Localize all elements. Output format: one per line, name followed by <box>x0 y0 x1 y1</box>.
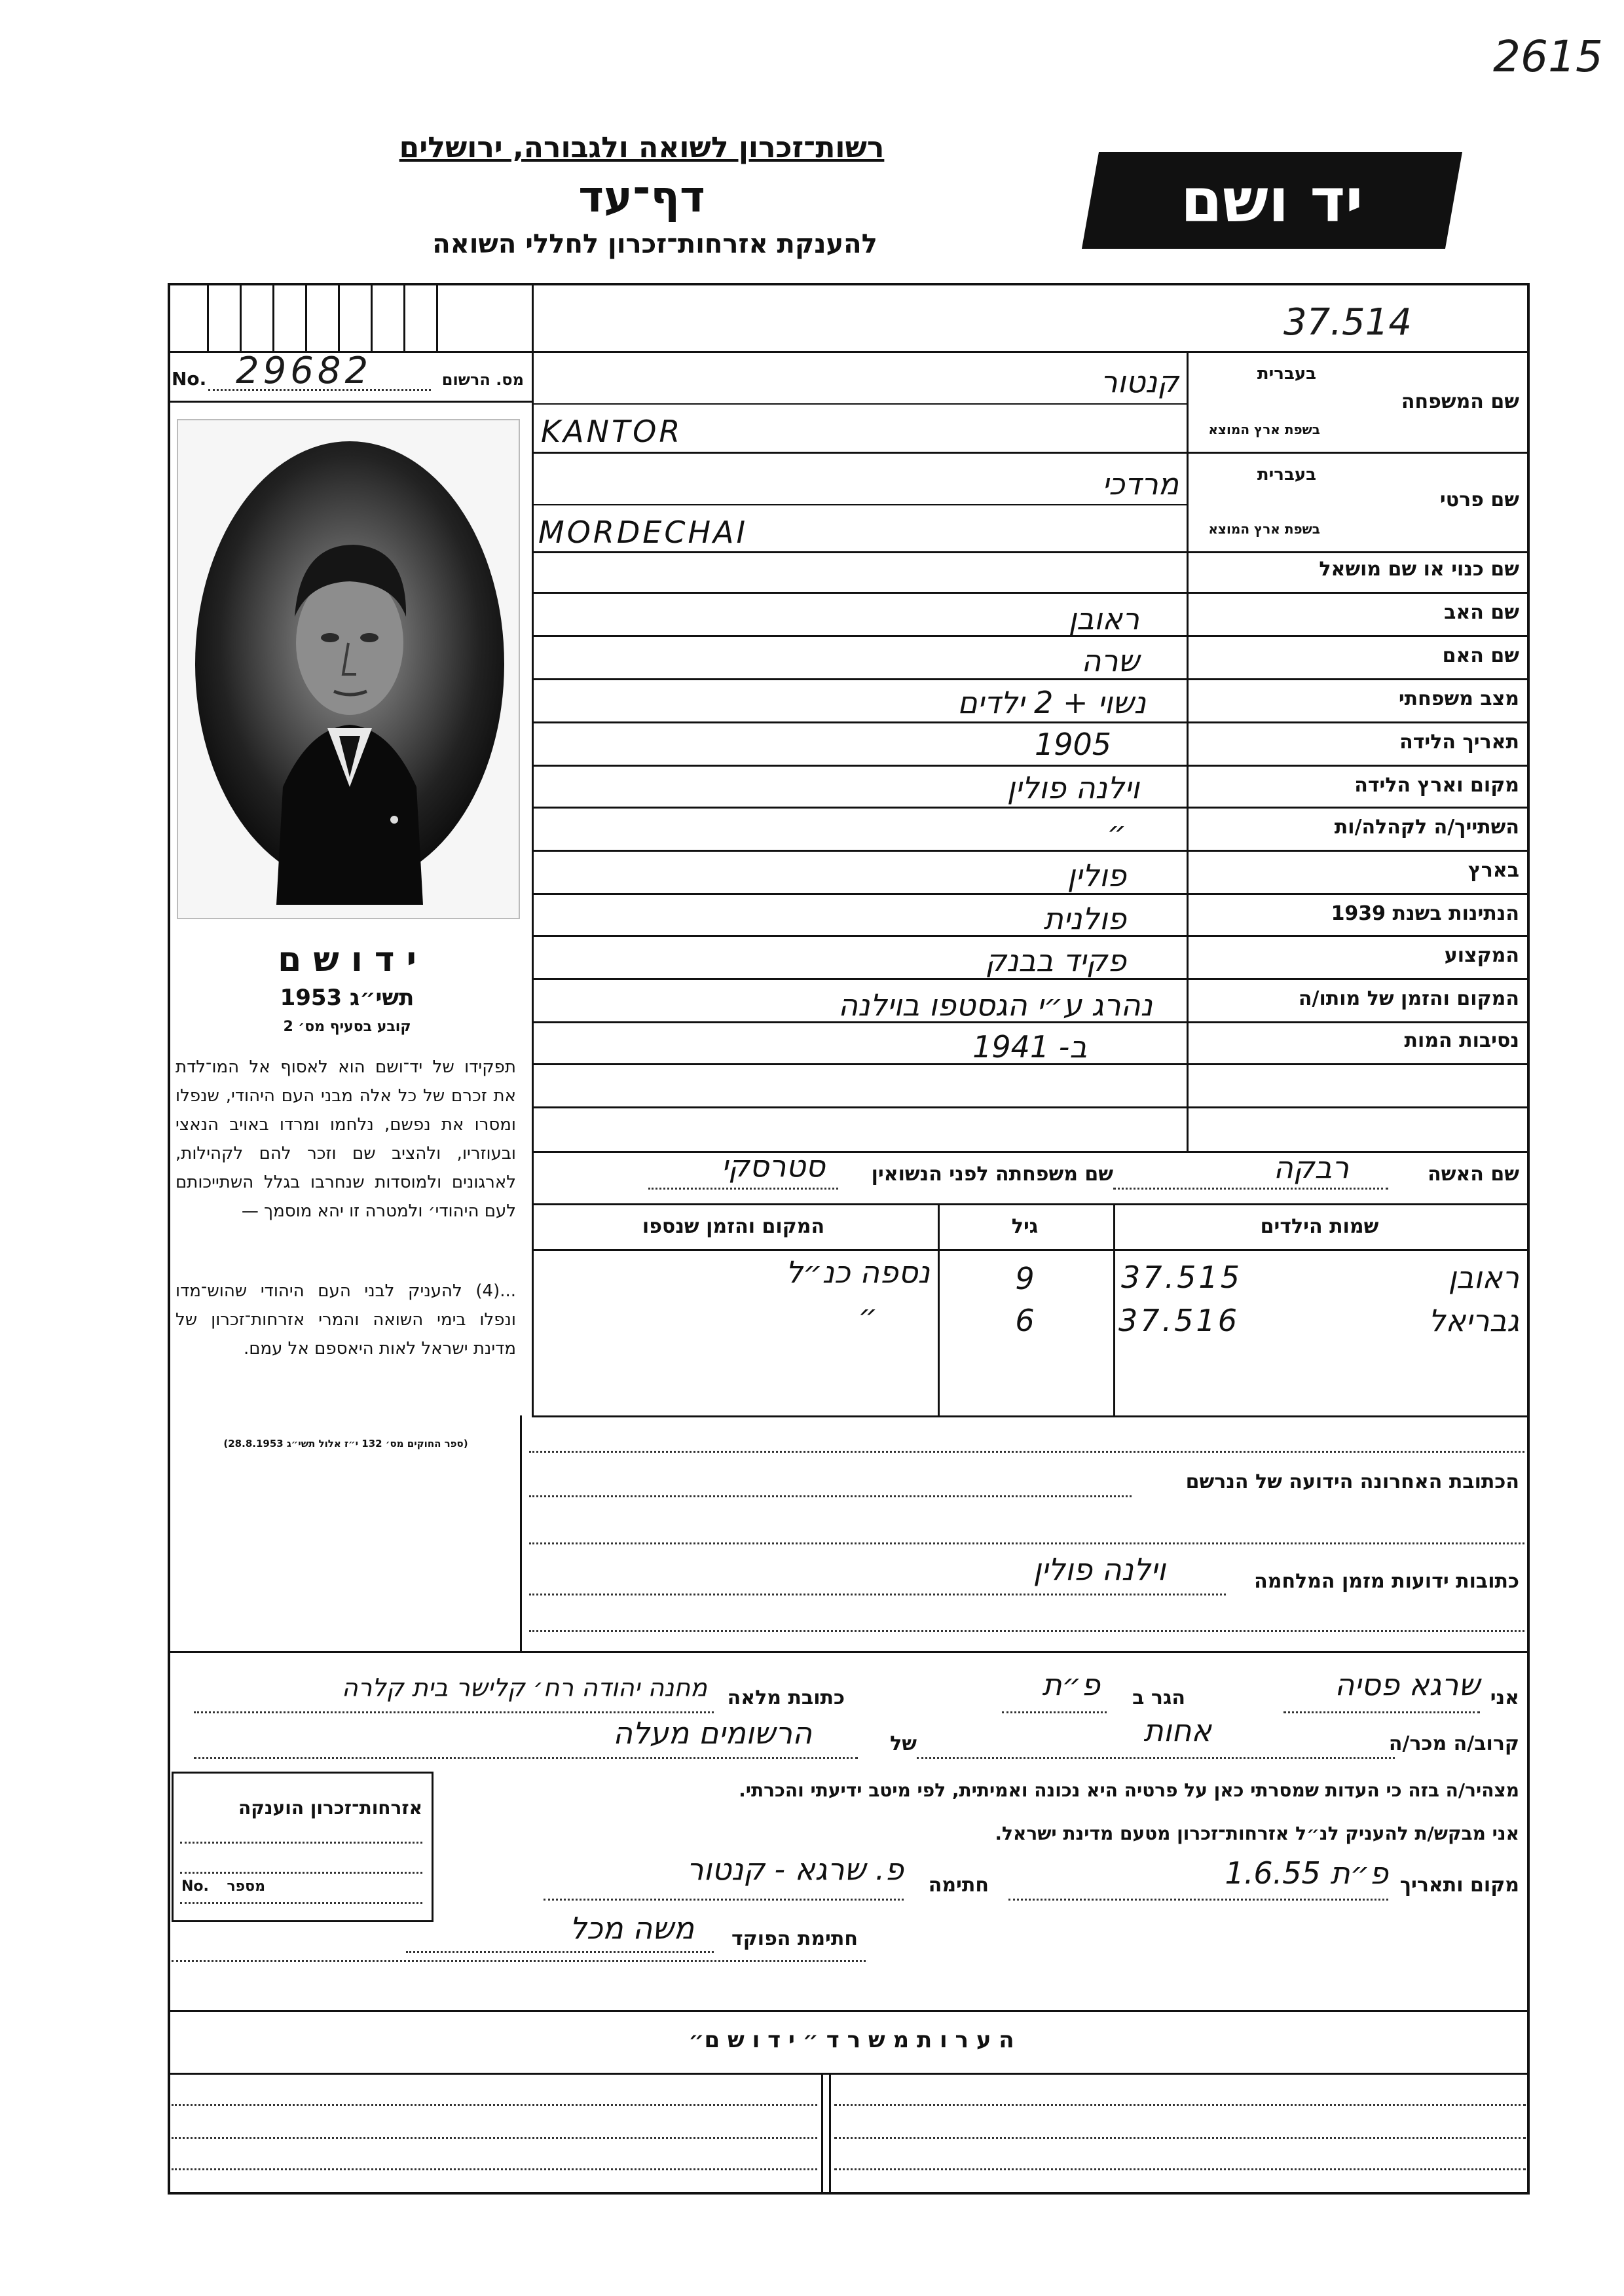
citizenship-granted-box <box>172 1772 434 1922</box>
profession-value: פקיד בבנק <box>985 943 1126 978</box>
declarant-relation: אחות <box>1143 1713 1211 1748</box>
maiden-name-label: שם משפחתה לפני הנשואין <box>871 1163 1113 1186</box>
family-name-sub-native: בשפת ארץ המוצא <box>1208 422 1320 437</box>
child-1-place: נספה כנ״ל <box>785 1254 930 1290</box>
sidebar-year: תשי״ג 1953 <box>280 985 415 1011</box>
declarant-i-label: אני <box>1490 1686 1519 1709</box>
death-place-time-label: המקום והזמן של מותו/ה <box>1298 987 1519 1010</box>
citizenship-number-label: מספר <box>227 1878 265 1895</box>
child-2-name: גבריאל <box>1428 1303 1519 1338</box>
children-place-header: המקום והזמן שנספו <box>642 1215 825 1238</box>
place-date-label: מקום ותאריך <box>1399 1874 1519 1897</box>
maiden-name-value: סטרסקי <box>721 1148 825 1184</box>
citizenship-no-label: No. <box>181 1878 209 1895</box>
declarant-name: שרגא פסיה <box>1335 1667 1480 1702</box>
office-notes-title: ה ע ר ו ת מ ש ר ד ״ י ד ו ש ם״ <box>688 2027 1014 2053</box>
nickname-label: שם כנוי או שם מושאל <box>1319 558 1519 581</box>
citizenship-granted-title: אזרחות־זכרון הוענקה <box>238 1797 422 1819</box>
child-1-name: ראובן <box>1448 1260 1519 1295</box>
registration-no-label: No. <box>172 368 207 390</box>
mother-label: שם האם <box>1442 644 1519 667</box>
sidebar-citation: (ספר החוקים מס׳ 132 י״ז אלול תשי״ג 28.8.1953) <box>223 1438 468 1449</box>
wartime-addresses-value: וילנה פולין <box>1033 1552 1166 1587</box>
wartime-addresses-label: כתובות ידועות מזמן המלחמה <box>1254 1570 1519 1593</box>
first-name-hebrew: מרדכי <box>1102 466 1179 501</box>
sidebar-title: י ד ו ש ם <box>278 940 416 979</box>
child-1-file-number: 37.515 <box>1121 1260 1242 1295</box>
children-age-header: גיל <box>1011 1215 1039 1238</box>
yad-vashem-logo <box>1082 152 1462 249</box>
birth-place-value: וילנה פולין <box>1006 770 1139 805</box>
death-place-time-value: נהרג ע״י הגסטפו בוילנה <box>838 987 1153 1023</box>
declaration-line-1: מצהיר/ה בזה כי העדות שמסרתי כאן על פרטיה היא נכונה ואמיתית, לפי מיטב ידיעתי והכרתי. <box>739 1779 1519 1801</box>
family-name-sub-hebrew: בעברית <box>1257 364 1316 384</box>
authority-title: רשות־זכרון לשואה ולגבורה, ירושלים <box>399 131 885 164</box>
sidebar-clause-4: ...(4) להעניק לבני העם היהודי שהוש־מדו ונפלו בימי השואה והמרי אזרחות־זכרון של מדינת ישראל לאות היאספם אל עמם. <box>175 1281 516 1358</box>
community-label: השתייך/ה לקהלה/ות <box>1334 816 1519 839</box>
signature-label: חתימה <box>928 1874 989 1897</box>
archive-number: 2615 <box>1493 31 1603 82</box>
death-circumstances-label: נסיבות המות <box>1404 1029 1519 1052</box>
birth-date-label: תאריך הלידה <box>1399 731 1519 754</box>
child-2-age: 6 <box>1015 1303 1035 1338</box>
father-label: שם האב <box>1444 601 1519 624</box>
declarant-signature: פ. שרגא - קנטור <box>686 1851 904 1887</box>
wife-name-label: שם האשה <box>1428 1163 1519 1186</box>
child-2-file-number: 37.516 <box>1118 1303 1240 1338</box>
wife-name-value: רבקה <box>1273 1150 1349 1185</box>
declarant-city: פ״ת <box>1042 1667 1100 1702</box>
form-title: דף־עד <box>578 172 705 222</box>
children-names-header: שמות הילדים <box>1260 1215 1379 1238</box>
declarant-address: מחנה יהודה רח׳ קלישר בית קלרה <box>341 1673 707 1702</box>
form-subtitle: להענקת אזרחות־זכרון לחללי השואה <box>432 229 877 259</box>
family-name-native: KANTOR <box>541 414 683 449</box>
citizenship-1939-label: הנתינות בשנת 1939 <box>1331 902 1519 925</box>
family-name-hebrew: קנטור <box>1100 364 1179 399</box>
first-name-sub-native: בשפת ארץ המוצא <box>1208 521 1320 537</box>
lives-in-label: הגר ב <box>1132 1686 1185 1709</box>
portrait-image <box>178 420 519 918</box>
full-address-label: כתובת מלאה <box>727 1686 845 1709</box>
of-label: של <box>890 1732 917 1755</box>
registered-reference: הרשומים מעלה <box>612 1715 812 1751</box>
portrait-photo <box>177 419 520 919</box>
first-name-label: שם פרטי <box>1439 488 1519 511</box>
country-value: פולין <box>1067 858 1126 893</box>
profession-label: המקצוע <box>1444 944 1519 967</box>
registration-label: מס. הרשום <box>441 371 524 389</box>
country-label: בארץ <box>1467 859 1519 882</box>
birth-date-value: 1905 <box>1035 727 1112 762</box>
first-name-native: MORDECHAI <box>538 515 748 550</box>
marital-status-label: מצב משפחתי <box>1398 687 1519 710</box>
first-name-sub-hebrew: בעברית <box>1257 465 1316 484</box>
official-signature-label: חתימת הפוקד <box>731 1927 858 1950</box>
sidebar-law-note: קובע בסעיף מס׳ 2 <box>283 1019 411 1035</box>
death-circumstances-value: ב- 1941 <box>972 1029 1087 1065</box>
file-number: 37.514 <box>1283 301 1412 344</box>
place-date-value: פ״ת 1.6.55 <box>1225 1855 1388 1891</box>
child-2-place: ״ <box>858 1298 877 1333</box>
tick-strip <box>168 283 534 351</box>
relative-label: קרוב/ה מכר/ה <box>1388 1732 1519 1755</box>
community-value: ״ <box>1107 814 1126 850</box>
family-name-label: שם המשפחה <box>1401 390 1519 413</box>
mother-value: שרה <box>1081 643 1139 678</box>
child-1-age: 9 <box>1015 1261 1035 1296</box>
official-signature: משה מכל <box>569 1910 694 1946</box>
declaration-line-2: אני מבקש/ת להעניק לנ״ל אזרחות־זכרון מטעם מדינת ישראל. <box>995 1823 1519 1844</box>
last-address-label: הכתובת האחרונה הידועה של הנרשם <box>1185 1470 1519 1493</box>
citizenship-1939-value: פולנית <box>1043 901 1126 936</box>
birth-place-label: מקום וארץ הלידה <box>1354 774 1519 797</box>
father-value: ראובן <box>1068 601 1139 636</box>
sidebar-mandate: תפקידו של יד־ושם הוא לאסוף אל המו־לדת את זכרם של כל אלה מבני העם היהודי, שנפלו ומסרו את נפשם, נלחמו ומרדו באויב הנאצי ובעוזריו, ולהציב שם וזכר להם לקהילות, לארגונים ולמוסדות שנחרבו בגלל השתייכותם לעם היהודי׳ ולמטרה זו יהא מוסמך — <box>175 1057 516 1221</box>
logo-text: יד ושם <box>1181 165 1363 236</box>
marital-status-value: נשוי + 2 ילדים <box>957 685 1146 720</box>
registration-number: 29682 <box>236 350 373 392</box>
